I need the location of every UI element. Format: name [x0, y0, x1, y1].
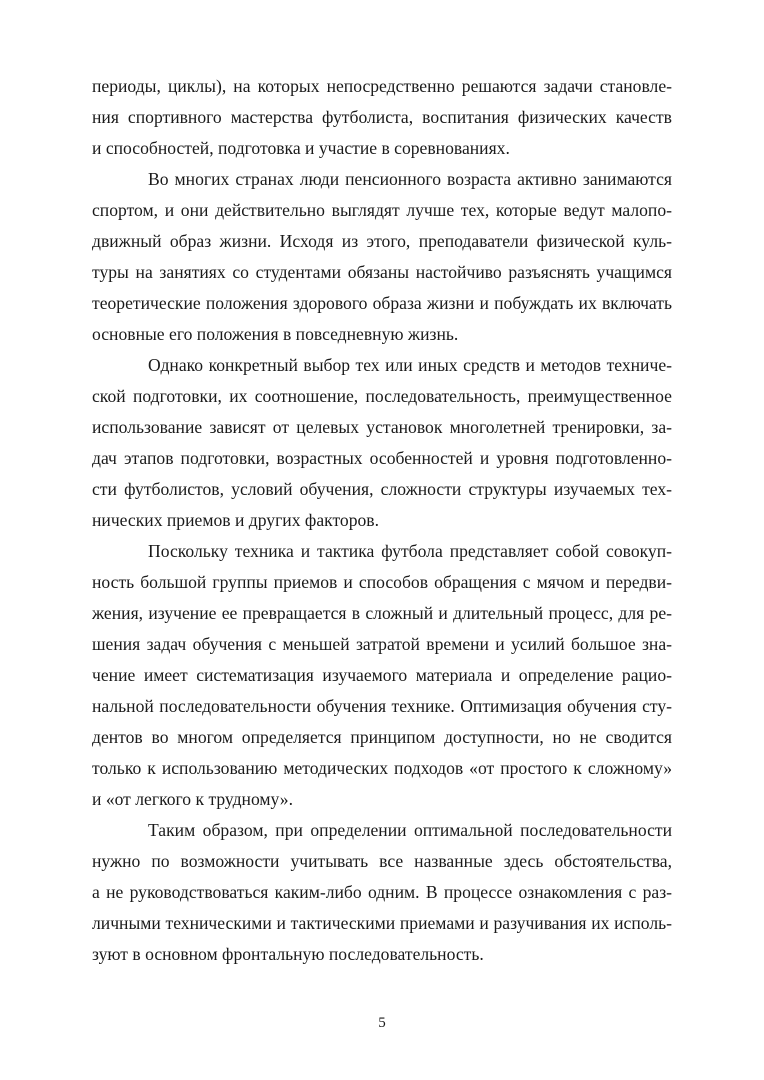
text-line: движный образ жизни. Исходя из этого, преподаватели физической куль- [92, 231, 672, 251]
text-line: нических приемов и других факторов. [92, 510, 379, 530]
text-line: Таким образом, при определении оптимальной последовательности [148, 820, 672, 840]
text-line: дентов во многом определяется принципом доступности, но не сводится [92, 727, 672, 747]
text-line: только к использованию методических подходов «от простого к сложному» [92, 758, 672, 778]
text-line: и способностей, подготовка и участие в соревнованиях. [92, 138, 510, 158]
page-number: 5 [378, 1015, 386, 1031]
text-line: периоды, циклы), на которых непосредственно решаются задачи становле- [92, 76, 672, 96]
text-line: нальной последовательности обучения технике. Оптимизация обучения сту- [92, 696, 672, 716]
text-line: Однако конкретный выбор тех или иных средств и методов техниче- [148, 355, 672, 375]
text-line: спортом, и они действительно выглядят лучше тех, которые ведут малопо- [92, 200, 672, 220]
text-line: основные его положения в повседневную жизнь. [92, 324, 459, 344]
text-line: ность большой группы приемов и способов обращения с мячом и передви- [92, 572, 672, 592]
text-line: нужно по возможности учитывать все названные здесь обстоятельства, [92, 851, 672, 871]
text-line: ния спортивного мастерства футболиста, воспитания физических качеств [92, 107, 672, 127]
text-line: сти футболистов, условий обучения, сложности структуры изучаемых тех- [92, 479, 672, 499]
text-line: Поскольку техника и тактика футбола представляет собой совокуп- [148, 541, 672, 561]
text-line: и «от легкого к трудному». [92, 789, 293, 809]
text-line: теоретические положения здорового образа жизни и побуждать их включать [92, 293, 672, 313]
text-line: использование зависят от целевых установок многолетней тренировки, за- [92, 417, 672, 437]
text-line: жения, изучение ее превращается в сложный и длительный процесс, для ре- [92, 603, 672, 623]
text-line: шения задач обучения с меньшей затратой времени и усилий большое зна- [92, 634, 672, 654]
text-line: дач этапов подготовки, возрастных особенностей и уровня подготовленно- [92, 448, 672, 468]
text-line: Во многих странах люди пенсионного возраста активно занимаются [148, 169, 672, 189]
text-line: ской подготовки, их соотношение, последовательность, преимущественное [92, 386, 672, 406]
text-line: туры на занятиях со студентами обязаны настойчиво разъяснять учащимся [92, 262, 672, 282]
text-line: а не руководствоваться каким-либо одним. В процессе ознакомления с раз- [92, 882, 672, 902]
text-line: зуют в основном фронтальную последовательность. [92, 944, 484, 964]
text-line: чение имеет систематизация изучаемого материала и определение рацио- [92, 665, 672, 685]
text-line: личными техническими и тактическими приемами и разучивания их исполь- [92, 913, 672, 933]
